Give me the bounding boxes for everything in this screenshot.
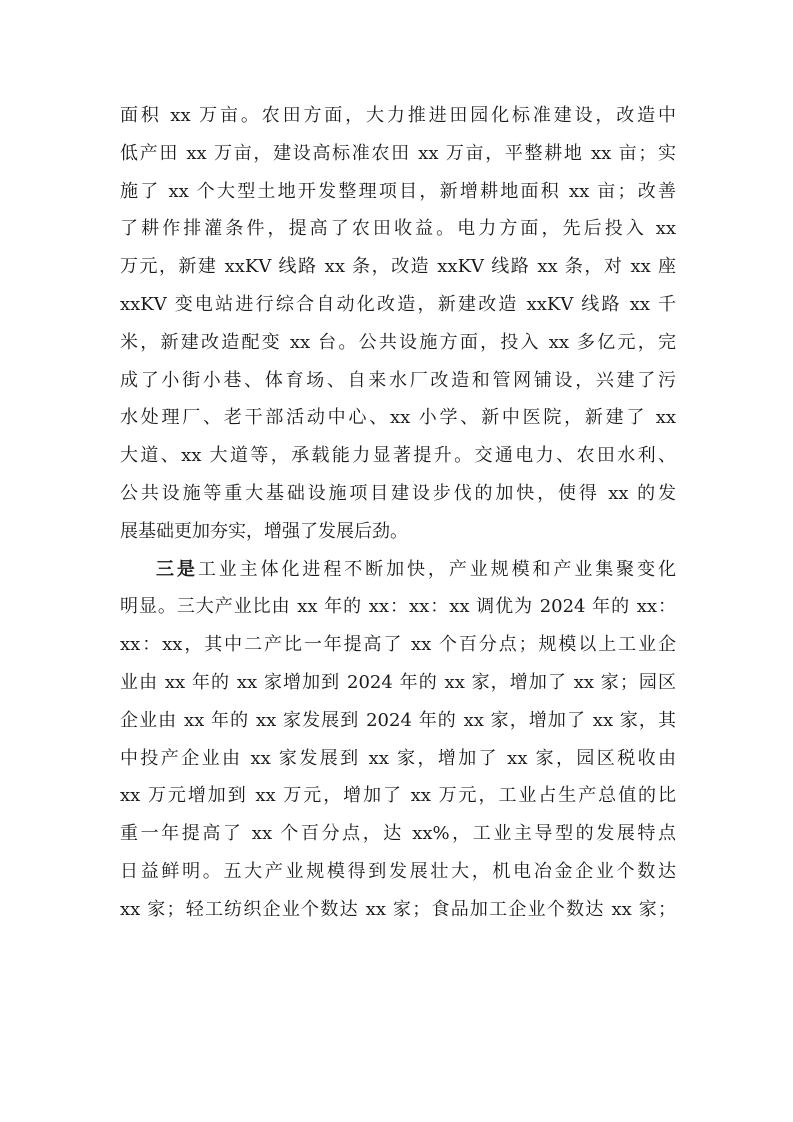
paragraph-first-line (120, 551, 676, 589)
text-line: 企业由 xx 年的 xx 家发展到 2024 年的 xx 家，增加了 xx 家，其 (120, 709, 676, 731)
body-text (120, 97, 676, 929)
text-line: 低产田 xx 万亩，建设高标准农田 xx 万亩，平整耕地 xx 亩；实 (120, 142, 676, 164)
text-line: 公共设施等重大基础设施项目建设步伐的加快，使得 xx 的发 (120, 482, 676, 504)
text-line: 展基础更加夯实，增强了发展后劲。 (120, 520, 408, 542)
text-line: xx 万元增加到 xx 万元，增加了 xx 万元，工业占生产总值的比 (120, 785, 676, 807)
text-line: 中投产企业由 xx 家发展到 xx 家，增加了 xx 家，园区税收由 (120, 747, 676, 769)
text-line: 明显。三大产业比由 xx 年的 xx：xx：xx 调优为 2024 年的 xx： (120, 596, 676, 618)
text-line: 施了 xx 个大型土地开发整理项目，新增耕地面积 xx 亩；改善 (120, 180, 676, 202)
text-line: 成了小街小巷、体育场、自来水厂改造和管网铺设，兴建了污 (120, 369, 676, 391)
paragraph-lead: 三是 (156, 558, 198, 580)
text-line: 了耕作排灌条件，提高了农田收益。电力方面，先后投入 xx (120, 218, 676, 240)
text-line: 大道、xx 大道等，承载能力显著提升。交通电力、农田水利、 (120, 445, 676, 467)
text-line: 万元，新建 xxKV 线路 xx 条，改造 xxKV 线路 xx 条，对 xx 座 (120, 256, 676, 278)
text-line: 米，新建改造配变 xx 台。公共设施方面，投入 xx 多亿元，完 (120, 331, 676, 353)
text-line: 面积 xx 万亩。农田方面，大力推进田园化标准建设，改造中 (120, 105, 676, 126)
paragraph-first-rest: 工业主体化进程不断加快，产业规模和产业集聚变化 (197, 558, 676, 580)
text-line: 日益鲜明。五大产业规模得到发展壮大，机电冶金企业个数达 (120, 860, 676, 882)
text-line: 重一年提高了 xx 个百分点，达 xx%，工业主导型的发展特点 (120, 823, 676, 845)
text-line: xx 家；轻工纺织企业个数达 xx 家；食品加工企业个数达 xx 家； (120, 898, 676, 920)
paragraph-infrastructure (120, 97, 676, 551)
text-line: 业由 xx 年的 xx 家增加到 2024 年的 xx 家，增加了 xx 家；园区 (120, 671, 676, 693)
text-line: xxKV 变电站进行综合自动化改造，新建改造 xxKV 线路 xx 千 (120, 293, 676, 315)
text-line: xx：xx，其中二产比一年提高了 xx 个百分点；规模以上工业企 (120, 634, 676, 656)
text-line: 水处理厂、老干部活动中心、xx 小学、新中医院，新建了 xx (120, 407, 676, 429)
paragraph-industry (120, 551, 676, 929)
